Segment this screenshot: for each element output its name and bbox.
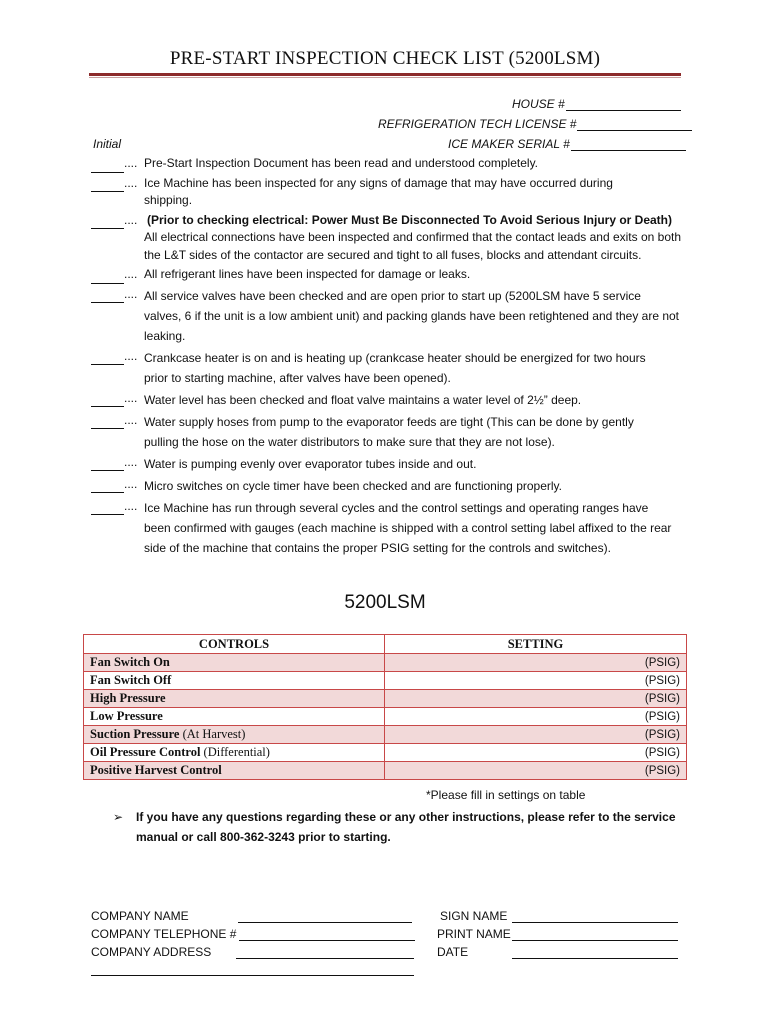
checklist-item: .... Ice Machine has been inspected for any signs of damage that may have occurred during shipping. (91, 175, 691, 210)
print-name-line[interactable] (512, 940, 678, 941)
setting-cell[interactable]: (PSIG) (385, 708, 687, 726)
table-row (84, 690, 687, 708)
setting-cell[interactable]: (PSIG) (385, 690, 687, 708)
column-header-controls: CONTROLS (84, 635, 385, 654)
company-name-line[interactable] (238, 922, 412, 923)
checklist-item: .... Crankcase heater is on and is heating up (crankcase heater should be energized for two hours prior to starting machine, after valves have been opened). (91, 348, 691, 388)
checklist-item: .... All service valves have been checked and are open prior to start up (5200LSM have 5 service valves, 6 if the unit is a low ambient unit) and packing glands have been retightened and they are not leaking. (91, 286, 691, 346)
setting-cell[interactable]: (PSIG) (385, 672, 687, 690)
initial-blank[interactable] (91, 271, 124, 284)
company-address-line-2[interactable] (91, 975, 414, 976)
control-qualifier: (At Harvest) (179, 727, 246, 741)
table-row (84, 654, 687, 672)
initial-blank[interactable] (91, 416, 124, 429)
control-qualifier: (Differential) (200, 745, 270, 759)
model-heading: 5200LSM (344, 592, 426, 613)
tech-license-input-line[interactable] (577, 118, 692, 131)
serial-field (448, 137, 686, 151)
initial-blank[interactable] (91, 160, 124, 173)
setting-cell[interactable]: (PSIG) (385, 726, 687, 744)
serial-label: ICE MAKER SERIAL # (448, 137, 570, 151)
electrical-warning: (Prior to checking electrical: Power Must Be Disconnected To Avoid Serious Injury or Death) (147, 212, 672, 227)
checklist-item: .... All refrigerant lines have been inspected for damage or leaks. (91, 266, 691, 284)
house-label: HOUSE # (512, 97, 565, 111)
contact-instruction: ➢ If you have any questions regarding these or any other instructions, please refer to the service manual or call 800-362-3243 prior to starting. (113, 807, 693, 847)
title-divider (89, 73, 681, 76)
table-note: *Please fill in settings on table (426, 788, 586, 802)
company-name-label: COMPANY NAME (91, 909, 189, 923)
checklist-item: .... Water level has been checked and float valve maintains a water level of 2½” deep. (91, 390, 691, 410)
print-name-label: PRINT NAME (437, 927, 511, 941)
checklist-item: .... Water supply hoses from pump to the evaporator feeds are tight (This can be done by gently pulling the hose on the water distributors to make sure that they are not lose). (91, 412, 691, 452)
setting-cell[interactable]: (PSIG) (385, 744, 687, 762)
tech-license-label: REFRIGERATION TECH LICENSE # (378, 117, 577, 131)
sign-name-label: SIGN NAME (440, 909, 508, 923)
control-name: High Pressure (90, 691, 166, 705)
checklist-item: .... Micro switches on cycle timer have been checked and are functioning properly. (91, 476, 691, 496)
sign-name-line[interactable] (512, 922, 678, 923)
house-input-line[interactable] (566, 98, 681, 111)
initial-blank[interactable] (91, 394, 124, 407)
table-row (84, 726, 687, 744)
column-header-setting: SETTING (385, 635, 687, 654)
initial-label: Initial (93, 137, 122, 151)
table-header-row (84, 635, 687, 654)
date-label: DATE (437, 945, 469, 959)
control-name: Suction Pressure (90, 727, 180, 741)
table-row (84, 672, 687, 690)
page-title: PRE-START INSPECTION CHECK LIST (5200LSM) (169, 48, 601, 69)
checklist-item: .... (Prior to checking electrical: Power Must Be Disconnected To Avoid Serious Injury or Death) All electrical connections have been inspected and confirmed that the contact leads and exits on both the L&T sides of the contactor are secured and tight to all fuses, blocks and attendant circuits. (91, 212, 691, 265)
house-field (512, 97, 681, 111)
control-name: Fan Switch Off (90, 673, 172, 687)
company-address-line[interactable] (236, 958, 414, 959)
initial-blank[interactable] (91, 458, 124, 471)
control-name: Positive Harvest Control (90, 763, 222, 777)
serial-input-line[interactable] (571, 138, 686, 151)
company-address-label: COMPANY ADDRESS (91, 945, 212, 959)
date-line[interactable] (512, 958, 678, 959)
company-telephone-line[interactable] (239, 940, 415, 941)
setting-cell[interactable]: (PSIG) (385, 762, 687, 780)
control-name: Low Pressure (90, 709, 163, 723)
initial-blank[interactable] (91, 352, 124, 365)
control-name: Fan Switch On (90, 655, 170, 669)
initial-blank[interactable] (91, 290, 124, 303)
initial-blank[interactable] (91, 216, 124, 229)
table-row (84, 762, 687, 780)
checklist-item: .... Pre-Start Inspection Document has been read and understood completely. (91, 155, 691, 173)
controls-table (83, 634, 687, 780)
checklist (91, 155, 691, 560)
checklist-item: .... Water is pumping evenly over evaporator tubes inside and out. (91, 454, 691, 474)
company-telephone-label: COMPANY TELEPHONE # (91, 927, 237, 941)
initial-blank[interactable] (91, 480, 124, 493)
tech-license-field (378, 117, 692, 131)
initial-blank[interactable] (91, 179, 124, 192)
initial-blank[interactable] (91, 502, 124, 515)
setting-cell[interactable]: (PSIG) (385, 654, 687, 672)
arrow-bullet-icon: ➢ (113, 810, 124, 824)
checklist-item: .... Ice Machine has run through several cycles and the control settings and operating ranges have been confirmed with gauges (each machine is shipped with a control setting label affixed to the rear side of the machine that contains the proper PSIG setting for the controls and switches). (91, 498, 691, 558)
table-row (84, 708, 687, 726)
table-row (84, 744, 687, 762)
control-name: Oil Pressure Control (90, 745, 201, 759)
title-divider-thin (89, 77, 681, 78)
